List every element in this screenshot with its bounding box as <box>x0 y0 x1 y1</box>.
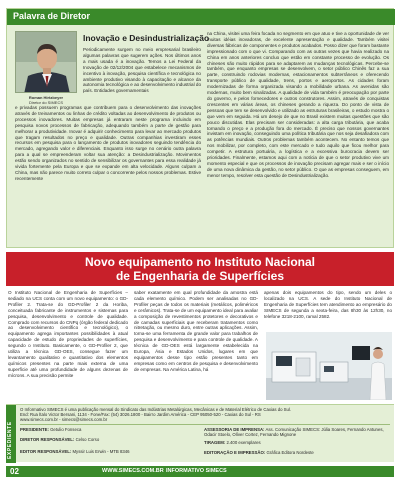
circulation-label: TIRAGEM: <box>204 440 226 445</box>
press-label: ASSESSORIA DE IMPRENSA: <box>204 427 265 432</box>
director-label: DIRETOR RESPONSÁVEL: <box>20 437 75 442</box>
circulation-value: 2.400 exemplares <box>226 440 261 445</box>
president-name: Getulio Fonseca <box>50 427 82 432</box>
editor-label: EDITOR RESPONSÁVEL: <box>20 449 72 454</box>
editor-name: Myssir Luis Erwin - MTB 8346 <box>72 449 130 454</box>
footer-website-link[interactable]: WWW.SIMECS.COM.BR <box>102 468 164 474</box>
article-text-left: e privadas possuem programas que contribuem para o desenvolvimento das inovações através de treinamentos ou linhas de crédito voltadas ao desenvolvimento de produtos ou processos inovadores. Muitas empresas já entraram neste programa incluindo em pesquisa novos processos de fabricação, adequando também a parte de gestão para melhorar a produtividade. Inovar é adquirir conhecimento para levar ao mercado produtos que tragam resultados no preço e qualidade. Outras companhias investiram esses recursos em pesquisa para o lançamento de produtos inovadores seguindo tendência do mercado, agregando valor e diferenciais. Enquanto isso surge no cenário outra palavra para a qual se empreenderam voltar sua atenção: a Desindustrialização. Movimentos estão sendo organizados no sentido de sensibilizar os governantes para essa realidade já vivida fortemente pela Europa e que se expande em alta velocidade. Alguns culpam a China, mas não parece muito correto culpar o concorrente pelos nossos problemas. Estive recentemente <box>15 105 201 181</box>
section-title: Palavra de Diretor <box>13 11 91 21</box>
editor-row <box>20 449 200 454</box>
equipment-text-col-1: O Instituto Nacional de Engenharia de Superfícies – sediado na UCS conta com um novo equipamento: o GD-Profiler 2. Trata-se do GD-Profiler 2 da Horiba, conceituada fabricante de instrumentos e sistemas para pesquisa, desenvolvimento e controle de qualidade. Comprado com recursos do CNPq (órgão federal dedicado ao desenvolvimento científico e tecnológico), o equipamento agrega importantes possibilidades à atual capacidade de estudo de propriedades de superfícies, segundo o Instituto. Basicamente, o GD-Profiler 2, que utiliza a técnica GD-OES, consegue fazer um levantamento qualitativo e quantitativo dos elementos químicos presentes na parte mais externa de uma superfície até uma profundidade de alguns dezenas de mícrons. A sua precisão permite <box>8 290 128 378</box>
banner-title <box>6 255 394 283</box>
expediente-divider <box>20 424 390 425</box>
contact-info: www.simecs.com.br - simecs@simecs.com.br <box>20 417 108 422</box>
article-text-right: na China, visitei uma feira focada no segmento em que atuo e tive a oportunidade de ver muitas idéias inovadoras, de excelente apresentação e qualidade. Também visitei diversas fábricas de componentes e produtos acabados. Posso dizer que foram bastante impressionado com o que vi. Comparando com as outras vezes que havia realizado na China em anos anteriores concluo que estão em constante processo de evolução. Os chineses são muito rápidos para se adaptarem as mudanças tecnológicas. Percebe-se também, que enquanto empresas se desenvolvem, o setor público Chinês faz a sua parte, construindo rodovias modernas, estacionamentos subterrâneos e oferecendo transporte público de qualidade, trens, portos e aeroportos. As cidades foram modernizadas de forma organizada visando a mobilidade urbana. As avenidas são modernas, muito bem sinalizadas. A qualidade de vida também é preocupação por parte do governo, e pelos fornecedores e outros construtores. Assim, através de conquistas crescentes em várias áreas, os chineses gerando a riqueza. Do ponto de vista de pessoas que tem se desenvolvido e utilizado as estruturas brasileiras, o estudo mostra o que vem em seguida. Há um desejo de que no Brasil existem muitas questões que são pouco discutidas. Elas precisam ser consideradas: a alta carga tributária, que acaba tornando o preço e a produção fora do mercado. É preciso que nossos governantes invistam em inovação, conseguindo uma política tributária que nos seja desafiadora com as potências mundiais. Outros problemas também acontecem. No entanto temos que nos mobilizar, por completo, com este mercado e tudo aquilo que ficou melhor para competir. A estrutura portuária, a logística e a excessiva burocracia devem ser prioridades. Finalmente, estamos aqui com a notícia de que o setor produtivo vive um momento especial e que os processos de inovação precisam agregar mais e ser o início de uma nova dinâmica da gestão, no setor público. O que as empresas conseguem, em menor tempo, resolver esta questão de Desindustrialização. <box>207 31 389 178</box>
equipment-text-col-2: saber exatamente em qual profundidade da amostra está cada elemento químico. Podem ser analisadas no GD-Profiler peças de todos os materiais (metálicos, poliméricos e cerâmicos). Trata-se de um equipamento ideal para avaliar a composição de revestimentos protetores e decorativos e de camadas superficiais que receberam tratamentos como nitretação, ou mesmo duro, entre outras aplicações. Assim, torna-se uma ferramenta de grande valor para trabalhos de pesquisa e desenvolvimento e para controle de qualidade. A técnica de GD-OES está largamente estabelecida na Europa, Ásia e Estados Unidos, lugares em que equipamentos desse tipo estão presentes tanto em empresas como em centros de pesquisa e desenvolvimento de empresas. Na América Latina, há <box>134 290 258 372</box>
publisher-info: O Informativo SIMECS é uma publicação mensal do Sindicato das Indústrias Metalúrgicas, Mecânicas e de Material Elétrico de Caxias do Sul. <box>20 407 292 412</box>
section-header-bar <box>7 9 395 25</box>
banner-title-line1: Novo equipamento no Instituto Nacional <box>84 255 315 269</box>
article-banner <box>6 252 394 286</box>
footer-publication-name: INFORMATIVO SIMECS <box>166 468 227 474</box>
address-info: End: Rua Ítalo Victor Bersani, 1134 - Fone/Fax: (54) 3026.1800 - Bairro Jardim América - CEP 95050-520 - Caxias do Sul - RS <box>20 412 261 417</box>
expediente-box <box>6 404 394 462</box>
director-row <box>20 437 200 442</box>
equipment-text-col-3: apenas dois equipamentos do tipo, sendo um deles o localizado na UCS. A sede do Instituto Nacional de Engenharia de Superfícies tem atendimento ao empresário do SIMECS de segunda a sexta-feira, das 8h30 às 12h30, no telefone 3218-2100, ramal 2582. <box>264 290 392 319</box>
director-name: Celso Corso <box>75 437 100 442</box>
banner-title-line2: de Engenharia de Superfícies <box>115 269 285 283</box>
press-names: Ass. Comunicação SIMECS: Júlia Soares, Fernando Antunes, Odacir Stoelo, Olíver Cortez, Fernando Mignone <box>204 427 384 438</box>
president-row <box>20 427 200 432</box>
circulation-row <box>204 440 390 445</box>
print-value: Gráfica Editora Nordeste <box>266 450 314 455</box>
lab-photo <box>266 332 392 400</box>
president-label: PRESIDENTE: <box>20 427 49 432</box>
article-title: Inovação e Desindustrialização <box>83 33 210 43</box>
director-photo <box>15 31 77 93</box>
print-label: EDITORAÇÃO E IMPRESSÃO: <box>204 450 266 455</box>
print-row <box>204 450 390 455</box>
page-footer <box>6 466 394 477</box>
expediente-label: EXPEDIENTE <box>7 421 13 459</box>
press-row <box>204 427 390 438</box>
page-number: 02 <box>10 467 19 476</box>
caption-name: Roman Hirtzbeyer <box>28 95 64 100</box>
expediente-tab <box>6 405 16 463</box>
article-text-intro: Periodicamente surgem no meio empresarial brasileiro algumas palavras que sugerem ações. Nos últimos anos a mais usada é a inovação. Temos a Lei Federal da Inovação de 02/12/2004 que estabelece mecanismos de incentivo à inovação, pesquisa científica e tecnológica no ambiente produtivo visando à capacitação e alcance da autonomia tecnológica e ao desenvolvimento industrial do país. Entidades governamentais <box>83 47 201 94</box>
photo-caption <box>15 95 77 105</box>
director-column <box>6 8 394 248</box>
caption-role: Diretor do SIMECS <box>28 100 63 105</box>
